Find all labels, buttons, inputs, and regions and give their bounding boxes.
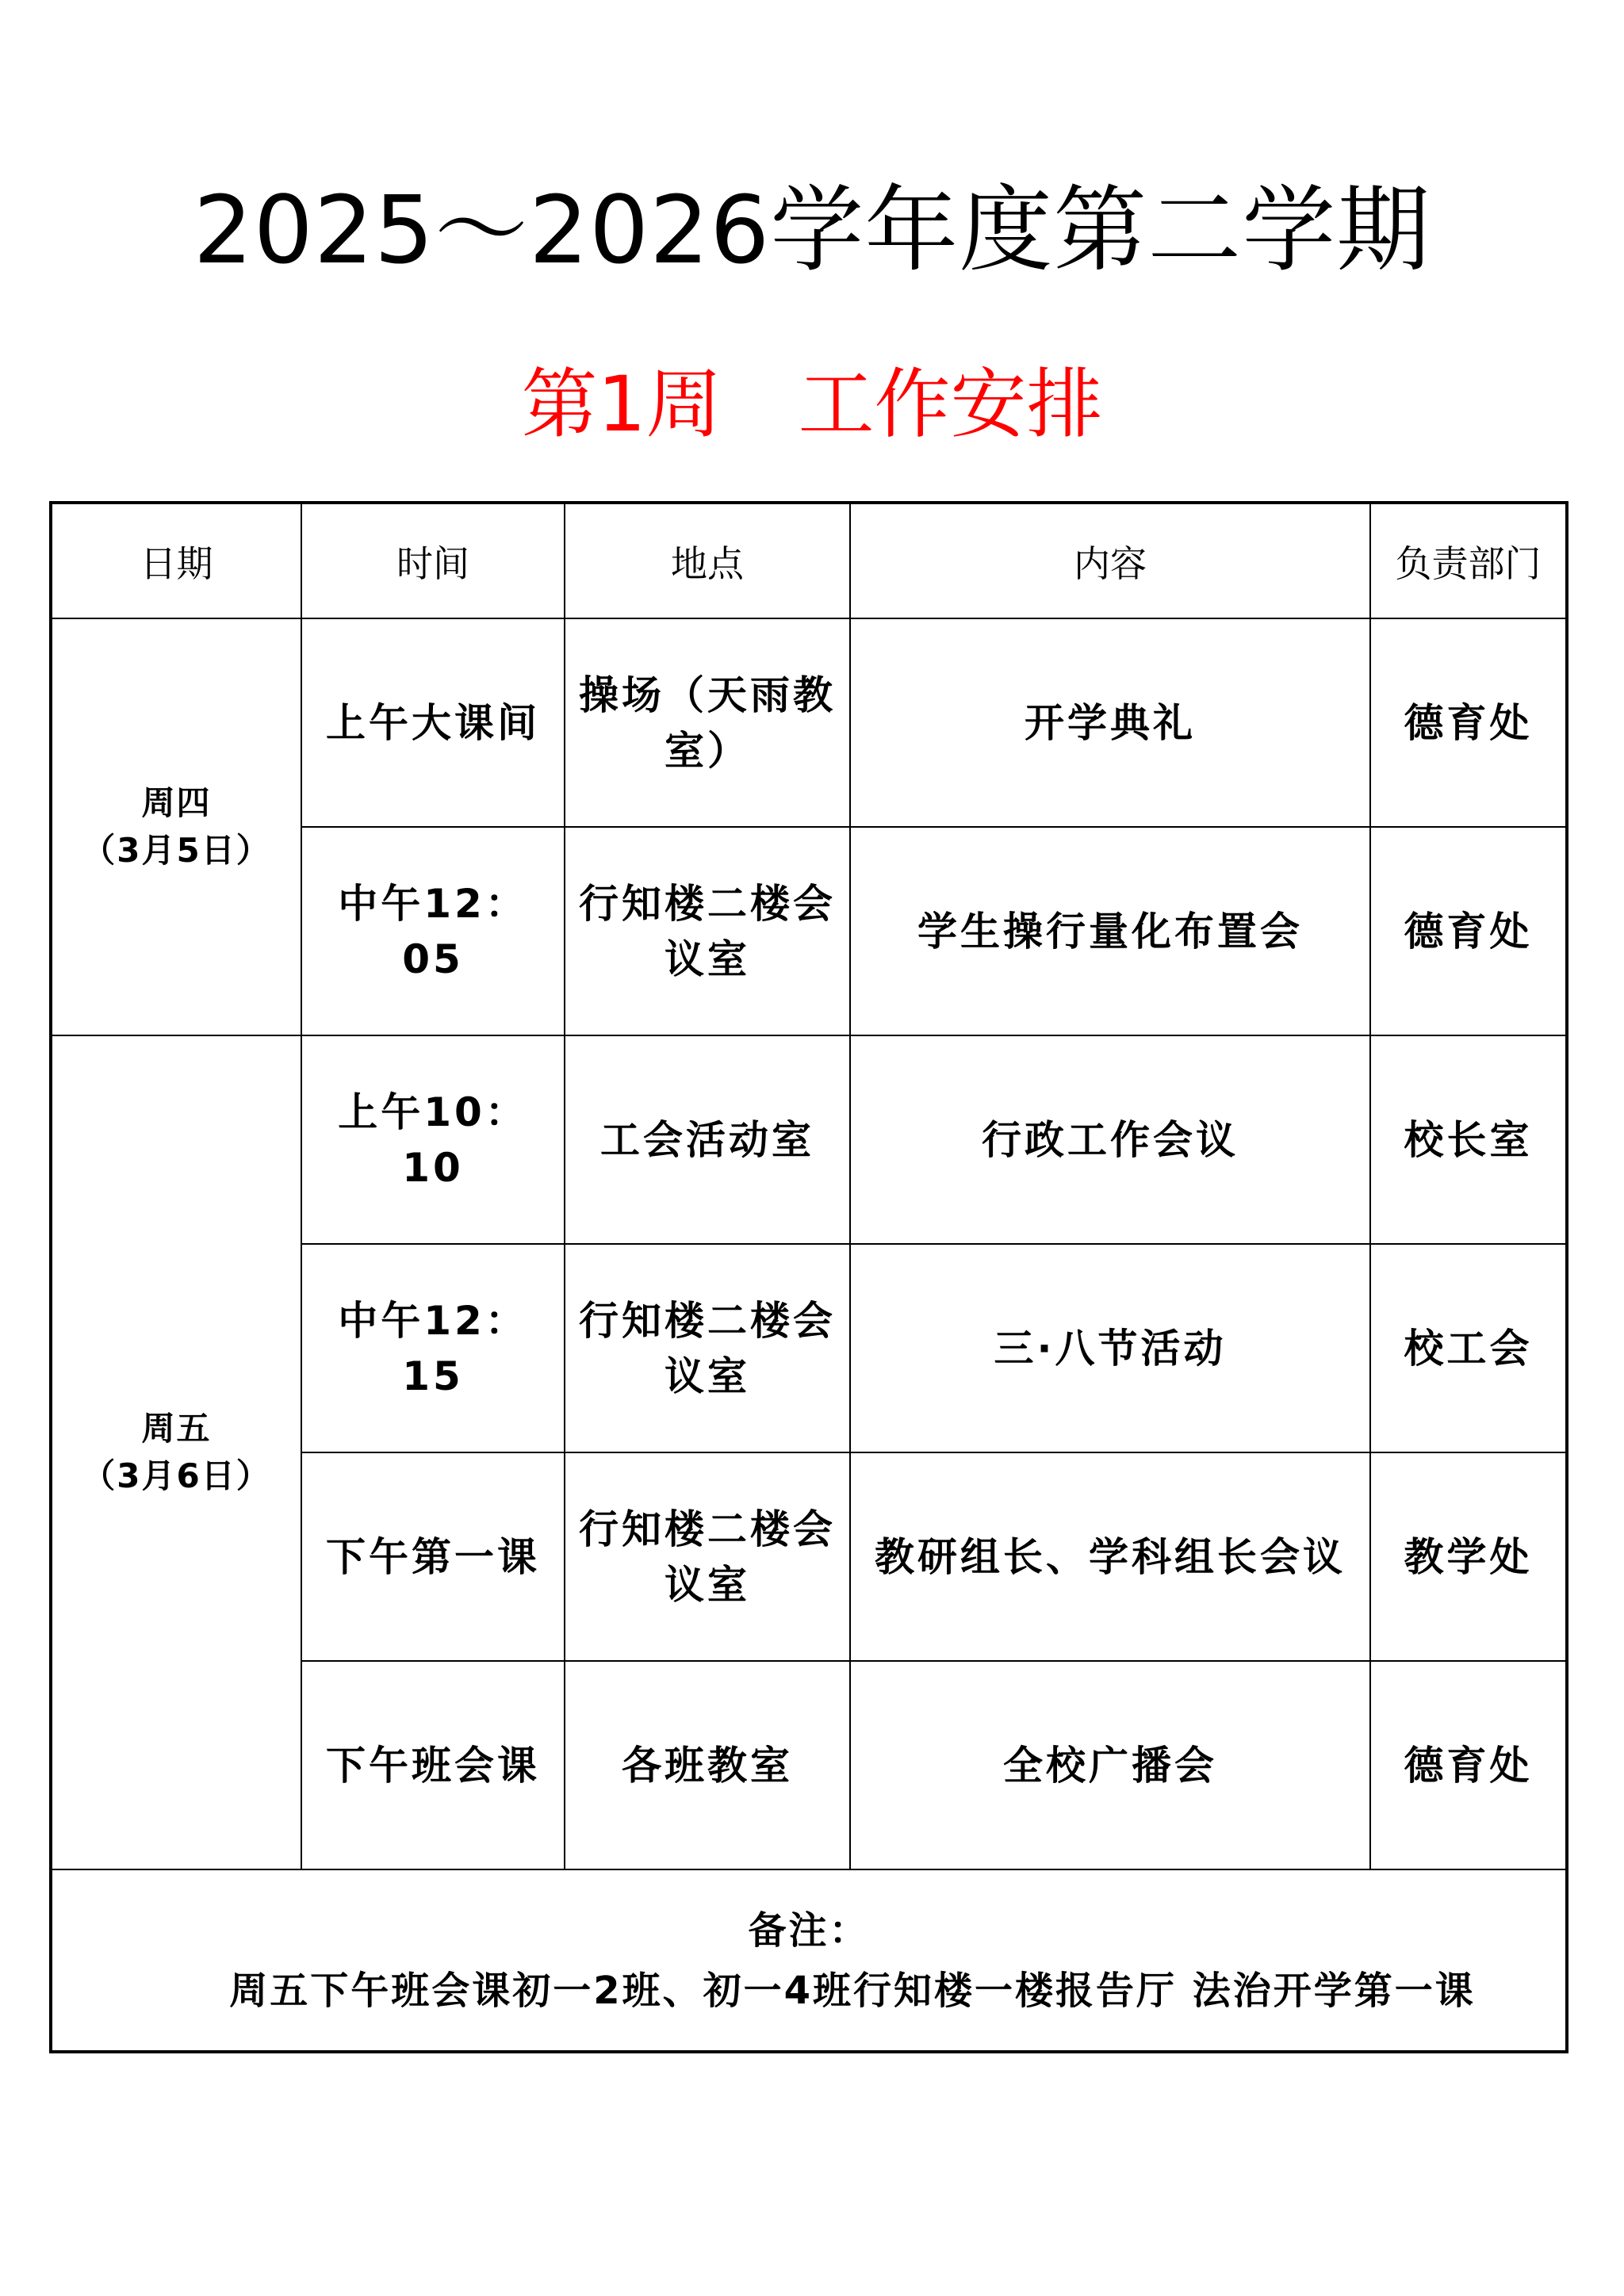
dept-cell: 德育处 <box>1370 1661 1567 1869</box>
content-cell: 教研组长、学科组长会议 <box>850 1452 1370 1661</box>
time-cell: 下午第一课 <box>301 1452 565 1661</box>
header-date: 日期 <box>51 503 301 618</box>
content-cell: 三·八节活动 <box>850 1244 1370 1452</box>
time-cell: 上午大课间 <box>301 618 565 827</box>
page-title: 2025～2026学年度第二学期 <box>193 175 1431 285</box>
dept-cell: 校长室 <box>1370 1035 1567 1244</box>
content-cell: 全校广播会 <box>850 1661 1370 1869</box>
table-row <box>51 618 1567 827</box>
header-content: 内容 <box>850 503 1370 618</box>
place-cell: 行知楼二楼会议室 <box>565 827 850 1035</box>
dept-cell: 校工会 <box>1370 1244 1567 1452</box>
table-header-row <box>51 503 1567 618</box>
dept-cell: 德育处 <box>1370 827 1567 1035</box>
day-date: （3月5日） <box>82 831 271 870</box>
dept-cell: 德育处 <box>1370 618 1567 827</box>
remark-cell <box>51 1869 1567 2052</box>
place-cell: 操场（天雨教室） <box>565 618 850 827</box>
dept-cell: 教学处 <box>1370 1452 1567 1661</box>
time-cell: 中午12：15 <box>301 1244 565 1452</box>
content-cell: 学生操行量化布置会 <box>850 827 1370 1035</box>
header-time: 时间 <box>301 503 565 618</box>
table-row <box>51 1035 1567 1244</box>
header-place: 地点 <box>565 503 850 618</box>
place-cell: 工会活动室 <box>565 1035 850 1244</box>
remark-text: 周五下午班会课初一2班、初一4班行知楼一楼报告厅 法治开学第一课 <box>229 1968 1476 2013</box>
day-date: （3月6日） <box>82 1456 271 1495</box>
page-subtitle: 第1周 工作安排 <box>521 360 1103 449</box>
place-cell: 行知楼二楼会议室 <box>565 1452 850 1661</box>
schedule-table <box>49 501 1568 2053</box>
time-cell: 上午10：10 <box>301 1035 565 1244</box>
day-name: 周四 <box>141 783 212 822</box>
header-dept: 负责部门 <box>1370 503 1567 618</box>
day-cell <box>51 618 301 1035</box>
time-cell: 下午班会课 <box>301 1661 565 1869</box>
place-cell: 行知楼二楼会议室 <box>565 1244 850 1452</box>
day-name: 周五 <box>141 1409 212 1448</box>
content-cell: 行政工作会议 <box>850 1035 1370 1244</box>
time-cell: 中午12：05 <box>301 827 565 1035</box>
remark-label: 备注： <box>748 1908 870 1953</box>
content-cell: 开学典礼 <box>850 618 1370 827</box>
day-cell <box>51 1035 301 1869</box>
remark-row <box>51 1869 1567 2052</box>
place-cell: 各班教室 <box>565 1661 850 1869</box>
